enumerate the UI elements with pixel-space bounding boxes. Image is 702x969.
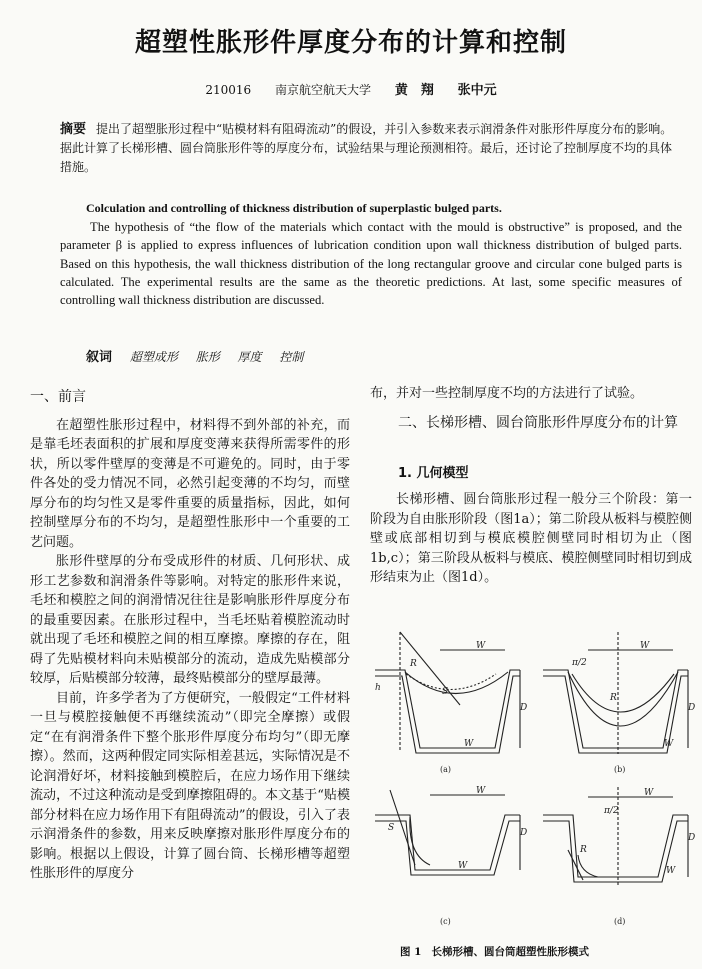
english-abstract: The hypothesis of “the flow of the materials which contact with the mould is obstructive” is proposed, and the parameter β is applied to express influences of lubrication condition upon wall thickness distribution of bulged parts. Based on this hypothesis, the wall thickness distribution of the long rectangular groove and circular cone bulged parts is calculated. The experimental results are the same as the theoretic predictions. At last, some specific measures of controlling wall thickness distribution are discussed. — [60, 220, 682, 308]
author-1: 黄 翔 — [394, 83, 434, 98]
figure-1 — [370, 630, 696, 930]
svg-text:W: W — [644, 788, 654, 798]
author-line — [0, 79, 702, 98]
figure-label-a: (a) — [440, 765, 452, 774]
figure-label-d: (d) — [614, 917, 626, 926]
svg-text:D: D — [520, 828, 528, 838]
svg-text:S: S — [442, 687, 449, 697]
svg-text:W: W — [464, 739, 474, 749]
paragraph: 在超塑性胀形过程中，材料得不到外部的补充，而是靠毛坯表面积的扩展和厚度变薄来获得所需零件的形状，所以零件壁厚的变薄是不可避免的。同时，由于零件各处的受力情况不同，必然引起变薄的不均匀，而壁厚分布的均匀性又是零件重要的质量指标，因此，如何控制壁厚分布的不均匀，是超塑性胀形中一个重要的工艺问题。 — [30, 417, 350, 550]
svg-text:D: D — [520, 703, 528, 713]
institution: 南京航空航天大学 — [274, 83, 371, 97]
keyword: 胀形 — [195, 350, 220, 364]
svg-text:W: W — [666, 866, 676, 876]
svg-text:D: D — [688, 833, 696, 843]
subsection-heading: 1. 几何模型 — [398, 466, 469, 481]
left-column — [30, 388, 350, 884]
svg-text:h: h — [375, 683, 381, 693]
keyword: 超塑成形 — [129, 350, 178, 364]
chinese-abstract — [60, 120, 680, 177]
figure-label-b: (b) — [614, 765, 626, 774]
svg-text:R: R — [610, 693, 617, 703]
english-title: Colculation and controlling of thickness distribution of superplastic bulged parts. — [86, 201, 502, 215]
keywords — [86, 346, 317, 365]
keyword: 厚度 — [237, 350, 262, 364]
keyword: 控制 — [279, 350, 304, 364]
caption-number: 图 1 — [400, 946, 422, 958]
abstract-text: 提出了超塑胀形过程中“贴模材料有阻碍流动”的假设，并引入参数来表示润滑条件对胀形件厚度分布的影响。据此计算了长梯形槽、圆台筒胀形件等的厚度分布，试验结果与理论预测相符。最后，还讨论了控制厚度不均的具体措施。 — [60, 122, 673, 174]
svg-text:R: R — [410, 659, 417, 669]
figure-drawing — [370, 630, 696, 930]
svg-text:W: W — [640, 641, 650, 651]
figure-panel-c — [375, 790, 520, 875]
svg-text:π/2: π/2 — [604, 806, 619, 816]
section-1-heading: 一、前言 — [30, 389, 86, 405]
svg-text:W: W — [664, 739, 674, 749]
svg-text:S: S — [388, 823, 395, 833]
abstract-label: 摘要 — [60, 122, 87, 137]
svg-text:R: R — [580, 845, 587, 855]
paragraph: 布，并对一些控制厚度不均的方法进行了试验。 — [370, 386, 644, 401]
caption-text: 长梯形槽、圆台筒超塑性胀形模式 — [431, 946, 589, 958]
author-2: 张中元 — [457, 83, 497, 98]
svg-text:D: D — [688, 703, 696, 713]
paragraph: 长梯形槽、圆台筒胀形过程一般分三个阶段：第一阶段为自由胀形阶段（图1a）；第二阶段从板料与模腔侧壁或底部相切到与模底模腔侧壁同时相切为止（图1b,c）；第三阶段从板料与模底、模腔侧壁同时相切到成形结束为止（图1d）。 — [370, 492, 692, 585]
svg-text:π/2: π/2 — [572, 658, 587, 668]
svg-text:W: W — [476, 786, 486, 796]
section-2-heading: 二、长梯形槽、圆台筒胀形件厚度分布的计算 — [398, 415, 678, 431]
postcode: 210016 — [205, 83, 252, 97]
paper-title: 超塑性胀形件厚度分布的计算和控制 — [134, 28, 567, 58]
paragraph: 胀形件壁厚的分布受成形件的材质、几何形状、成形工艺参数和润滑条件等影响。对特定的胀形件来说，毛坯和模腔之间的润滑情况往往是影响胀形件厚度分布的最重要因素。在胀形过程中，当毛坯贴着模腔流动时就出现了毛坯和模腔之间的相互摩擦。摩擦的存在，阻碍了先贴模材料向未贴模部分的流动，造成先贴模部分较厚，后贴模部分较薄，最终贴模部分的壁厚最薄。 — [30, 554, 350, 686]
svg-text:W: W — [476, 641, 486, 651]
right-column-body — [370, 490, 692, 588]
keywords-label: 叙词 — [86, 350, 113, 365]
figure-label-c: (c) — [440, 917, 451, 926]
svg-text:W: W — [458, 861, 468, 871]
figure-caption — [400, 944, 589, 959]
paragraph: 目前，许多学者为了方便研究，一般假定“工件材料一旦与模腔接触便不再继续流动”（即完全摩擦）或假定“在有润滑条件下整个胀形件厚度分布均匀”（即无摩擦）。然而，这两种假定同实际相差甚远，实际情况是不论润滑好坏，材料接触到模腔后，在应力场作用下继续流动，不过这种流动是受到摩擦阻碍的。本文基于“贴模部分材料在应力场作用下有阻碍流动”的假设，引入了表示润滑条件的参数，用来反映摩擦对胀形件厚度分布的影响。根据以上假设，计算了圆台筒、长梯形槽等超塑性胀形件的厚度分 — [30, 690, 350, 881]
right-column-continuation — [370, 384, 690, 404]
